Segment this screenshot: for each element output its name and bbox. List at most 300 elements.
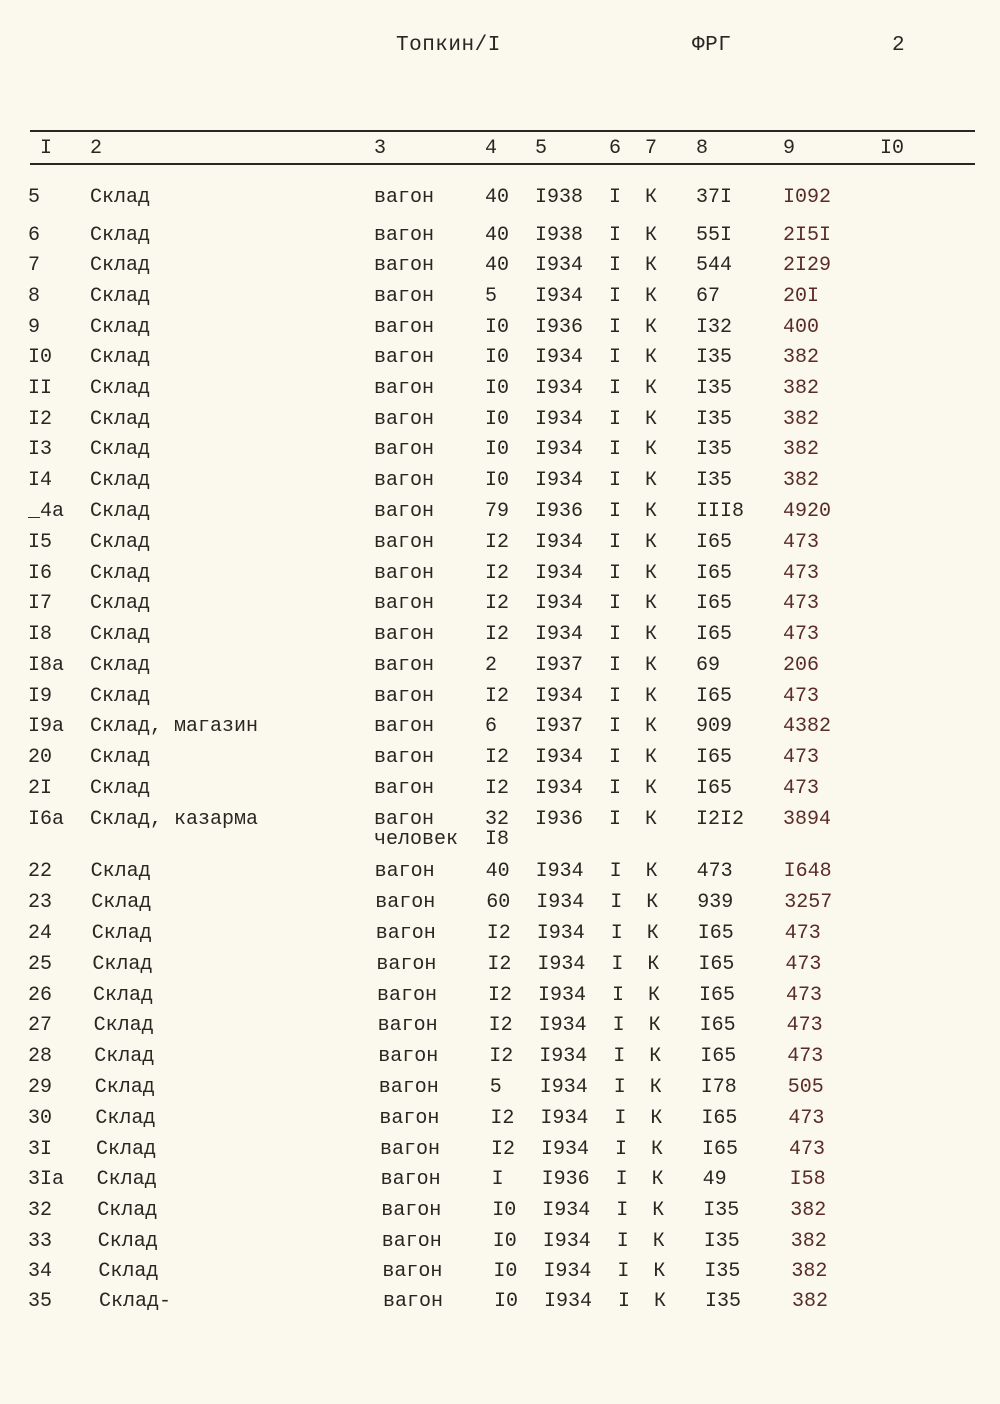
row-number: I8 [28,623,53,646]
column-6-value: I [609,224,622,247]
column-7-value: К [651,1168,664,1191]
column-header-8: 8 [696,137,709,160]
row-number: 28 [28,1045,53,1068]
unit: вагон [374,186,435,209]
table-row [0,562,1000,592]
object-name: Склад [90,623,151,646]
unit: вагон [374,685,435,708]
column-8-value: I65 [696,746,733,769]
object-name: Склад [96,1138,157,1161]
column-7-value: К [645,408,658,431]
column-7-value: К [646,922,659,945]
column-7-value: К [645,500,658,523]
quantity: I2 [491,1138,516,1161]
column-8-value: I65 [696,623,733,646]
year: I934 [536,891,585,914]
object-name: Склад [98,1260,159,1283]
column-7-value: К [645,562,658,585]
column-8-value: I35 [703,1199,740,1222]
column-6-value: I [609,685,622,708]
unit: вагон [374,377,435,400]
unit: вагон [374,316,435,339]
quantity: 2 [485,654,498,677]
column-9-value: I648 [783,860,832,883]
table-row [0,438,1000,468]
object-name: Склад [90,654,151,677]
unit: вагон [374,777,435,800]
column-8-value: I35 [696,469,733,492]
column-8-value: I35 [696,346,733,369]
column-9-value: 382 [783,377,820,400]
column-9-value: 2I5I [783,224,832,247]
table-row [0,922,1000,952]
table-row [0,1076,1000,1106]
quantity: 79 [485,500,510,523]
quantity: 40 [485,224,510,247]
column-7-value: К [646,891,659,914]
column-8-value: 939 [697,891,734,914]
object-name: Склад [90,777,151,800]
row-number: 23 [28,891,53,914]
column-6-value: I [609,531,622,554]
column-6-value: I [612,984,625,1007]
unit: вагон [374,715,435,738]
object-name: Склад [91,891,152,914]
column-9-value: 4920 [783,500,832,523]
table-row [0,1107,1000,1137]
column-7-value: К [645,715,658,738]
object-name: Склад [93,984,154,1007]
year: I934 [535,408,584,431]
unit: вагон [374,592,435,615]
column-header-7: 7 [645,137,658,160]
row-number: 27 [28,1014,53,1037]
year: I938 [535,186,584,209]
table-row [0,1199,1000,1229]
unit: вагон [374,285,435,308]
unit: вагон [374,438,435,461]
year: I934 [544,1290,593,1313]
column-8-value: I65 [698,953,735,976]
row-number: 22 [28,860,53,883]
column-8-value: I65 [696,777,733,800]
table-row [0,808,1000,851]
quantity: 6 [485,715,498,738]
column-7-value: К [645,777,658,800]
column-8-value: III8 [696,500,745,523]
object-name: Склад, казарма [90,808,259,831]
row-number: I8a [28,654,65,677]
unit: вагон [374,469,435,492]
year: I936 [535,500,584,523]
column-7-value: К [650,1107,663,1130]
page-number: 2 [892,34,906,57]
year: I934 [535,346,584,369]
year: I934 [535,860,584,883]
year: I937 [535,715,584,738]
object-name: Склад [90,186,151,209]
object-name: Склад [97,1230,158,1253]
column-6-value: I [609,860,622,883]
unit: вагон [374,346,435,369]
column-9-value: 473 [783,685,820,708]
column-7-value: К [652,1230,665,1253]
object-name: Склад [90,562,151,585]
column-6-value: I [609,438,622,461]
row-number: I9 [28,685,53,708]
year: I934 [536,922,585,945]
year: I934 [535,531,584,554]
table-row [0,891,1000,921]
object-name: Склад [90,254,151,277]
quantity: I0 [485,438,510,461]
year: I934 [535,254,584,277]
column-9-value: 505 [787,1076,824,1099]
table-header-rule [30,163,975,165]
column-7-value: К [645,531,658,554]
year: I936 [535,316,584,339]
column-7-value: К [647,953,660,976]
column-8-value: I35 [696,408,733,431]
column-9-value: 382 [790,1230,827,1253]
object-name: Склад [90,438,151,461]
column-7-value: К [645,808,658,831]
row-number: 6 [28,224,41,247]
year: I934 [535,623,584,646]
column-7-value: К [645,746,658,769]
quantity: 40 [485,254,510,277]
quantity: I2 [490,1107,515,1130]
column-9-value: I092 [783,186,832,209]
table-row [0,1168,1000,1198]
column-9-value: 473 [786,984,823,1007]
column-8-value: I65 [696,531,733,554]
column-6-value: I [613,1045,626,1068]
quantity: I2 [485,685,510,708]
row-number: I0 [28,346,53,369]
object-name: Склад [93,1014,154,1037]
quantity: I0 [485,377,510,400]
year: I934 [535,285,584,308]
row-number: I2 [28,408,53,431]
column-9-value: 473 [788,1107,825,1130]
column-9-value: 473 [783,623,820,646]
column-7-value: К [651,1138,664,1161]
column-8-value: I65 [701,1107,738,1130]
quantity: 40 [485,186,510,209]
table-row [0,254,1000,284]
row-number: I6a [28,808,65,831]
year: I934 [539,1045,588,1068]
column-9-value: 382 [790,1199,827,1222]
column-9-value: 473 [784,922,821,945]
object-name: Склад [91,922,152,945]
column-header-5: 5 [535,137,548,160]
column-header-1: I [40,137,53,160]
table-row [0,953,1000,983]
year: I934 [539,1076,588,1099]
column-6-value: I [617,1260,630,1283]
column-9-value: 382 [783,438,820,461]
row-number: 3I [28,1138,53,1161]
row-number: 3Ia [28,1168,65,1191]
unit: вагон [383,1290,444,1313]
table-row [0,777,1000,807]
table-row [0,500,1000,530]
column-header-10: I0 [880,137,905,160]
table-row [0,592,1000,622]
year: I936 [535,808,584,831]
object-name: Склад, магазин [90,715,259,738]
object-name: Склад [90,316,151,339]
column-6-value: I [614,1107,627,1130]
row-number: II [28,377,53,400]
quantity: 5 [485,285,498,308]
column-7-value: К [654,1290,667,1313]
table-row [0,1014,1000,1044]
unit: вагон [377,1014,438,1037]
year: I934 [535,777,584,800]
column-9-value: 4382 [783,715,832,738]
object-name: Склад [90,377,151,400]
unit: вагон [374,531,435,554]
column-6-value: I [613,1076,626,1099]
table-row [0,746,1000,776]
column-6-value: I [609,562,622,585]
row-number: I4 [28,469,53,492]
quantity: I0 [485,316,510,339]
unit: вагон [374,408,435,431]
column-8-value: 909 [696,715,733,738]
table-row [0,984,1000,1014]
table-row [0,224,1000,254]
quantity: I2 [485,562,510,585]
column-9-value: 382 [791,1260,828,1283]
column-7-value: К [645,654,658,677]
table-row [0,316,1000,346]
unit: вагон [374,746,435,769]
unit: вагон [379,1107,440,1130]
unit: вагон [374,254,435,277]
column-8-value: I35 [705,1290,742,1313]
quantity: 40 [485,860,510,883]
column-7-value: К [645,592,658,615]
unit: вагон [374,623,435,646]
column-9-value: 20I [783,285,820,308]
column-8-value: 67 [696,285,721,308]
object-name: Склад [90,500,151,523]
unit: вагон [380,1138,441,1161]
row-number: 34 [28,1260,53,1283]
column-8-value: 37I [696,186,733,209]
year: I934 [541,1138,590,1161]
column-8-value: 544 [696,254,733,277]
row-number: I3 [28,438,53,461]
unit: вагон [381,1230,442,1253]
unit: вагон [375,922,436,945]
column-6-value: I [618,1290,631,1313]
quantity: I2 [485,777,510,800]
object-name: Склад [90,592,151,615]
quantity: I0 [492,1199,517,1222]
column-7-value: К [645,186,658,209]
table-row [0,285,1000,315]
column-7-value: К [645,316,658,339]
unit: вагон [374,654,435,677]
table-row [0,715,1000,745]
column-8-value: I32 [696,316,733,339]
column-8-value: I65 [696,685,733,708]
quantity: 60 [486,891,511,914]
column-6-value: I [609,316,622,339]
column-9-value: 473 [789,1138,826,1161]
table-row [0,685,1000,715]
column-9-value: I58 [789,1168,826,1191]
column-9-value: 206 [783,654,820,677]
quantity: I0 [485,408,510,431]
row-number: I7 [28,592,53,615]
table-row [0,654,1000,684]
column-8-value: I65 [702,1138,739,1161]
quantity: I0 [493,1260,518,1283]
column-7-value: К [645,469,658,492]
column-6-value: I [609,654,622,677]
table-row [0,531,1000,561]
column-6-value: I [609,408,622,431]
unit: вагон [377,984,438,1007]
object-name: Склад [95,1107,156,1130]
column-7-value: К [645,685,658,708]
column-9-value: 473 [783,746,820,769]
column-9-value: 382 [792,1290,829,1313]
column-9-value: 473 [783,592,820,615]
table-row [0,1260,1000,1290]
object-name: Склад [96,1168,157,1191]
column-8-value: 49 [702,1168,727,1191]
column-8-value: I78 [700,1076,737,1099]
unit: вагон [380,1168,441,1191]
table-row [0,469,1000,499]
quantity: I0 [492,1230,517,1253]
object-name: Склад [92,953,153,976]
row-number: _4a [28,500,65,523]
column-8-value: I65 [696,592,733,615]
row-number: 7 [28,254,41,277]
column-8-value: I35 [703,1230,740,1253]
unit-secondary: человек [374,828,459,851]
row-number: 24 [28,922,53,945]
quantity-secondary: I8 [485,828,510,851]
column-8-value: I65 [696,562,733,585]
quantity: I0 [485,469,510,492]
column-7-value: К [645,254,658,277]
column-6-value: I [609,746,622,769]
column-7-value: К [653,1260,666,1283]
year: I934 [535,469,584,492]
table-row [0,623,1000,653]
row-number: 25 [28,953,53,976]
column-7-value: К [649,1045,662,1068]
quantity: I2 [485,746,510,769]
unit: вагон [378,1045,439,1068]
quantity: I2 [487,953,512,976]
table-row [0,1230,1000,1260]
year: I934 [535,438,584,461]
column-9-value: 400 [783,316,820,339]
column-8-value: I65 [699,984,736,1007]
table-row [0,860,1000,890]
object-name: Склад [90,531,151,554]
column-9-value: 3894 [783,808,832,831]
column-6-value: I [609,186,622,209]
column-header-4: 4 [485,137,498,160]
column-8-value: I35 [696,377,733,400]
unit: вагон [374,808,435,831]
year: I934 [540,1107,589,1130]
column-8-value: 55I [696,224,733,247]
row-number: 30 [28,1107,53,1130]
table-row [0,346,1000,376]
column-9-value: 473 [787,1045,824,1068]
table-row [0,408,1000,438]
table-top-rule [30,130,975,132]
column-7-value: К [648,984,661,1007]
row-number: 33 [28,1230,53,1253]
column-9-value: 382 [783,408,820,431]
quantity: I [491,1168,504,1191]
year: I936 [541,1168,590,1191]
column-7-value: К [648,1014,661,1037]
unit: вагон [381,1199,442,1222]
column-9-value: 473 [783,562,820,585]
document-title: Топкин/I [396,34,501,57]
unit: вагон [375,891,436,914]
unit: вагон [374,860,435,883]
unit: вагон [376,953,437,976]
year: I934 [535,685,584,708]
column-8-value: I35 [696,438,733,461]
column-7-value: К [652,1199,665,1222]
unit: вагон [374,224,435,247]
unit: вагон [374,562,435,585]
column-6-value: I [609,623,622,646]
column-7-value: К [645,285,658,308]
column-header-6: 6 [609,137,622,160]
column-6-value: I [609,715,622,738]
quantity: I2 [485,592,510,615]
row-number: 20 [28,746,53,769]
column-6-value: I [609,808,622,831]
column-9-value: 473 [783,531,820,554]
table-row [0,1045,1000,1075]
quantity: I2 [485,531,510,554]
column-6-value: I [609,777,622,800]
column-7-value: К [649,1076,662,1099]
object-name: Склад- [99,1290,172,1313]
quantity: I0 [485,346,510,369]
row-number: I9a [28,715,65,738]
column-7-value: К [645,623,658,646]
column-6-value: I [609,592,622,615]
table-row [0,186,1000,216]
unit: вагон [378,1076,439,1099]
object-name: Склад [90,469,151,492]
object-name: Склад [97,1199,158,1222]
column-8-value: I65 [700,1045,737,1068]
table-row [0,377,1000,407]
column-8-value: I65 [697,922,734,945]
column-9-value: 2I29 [783,254,832,277]
